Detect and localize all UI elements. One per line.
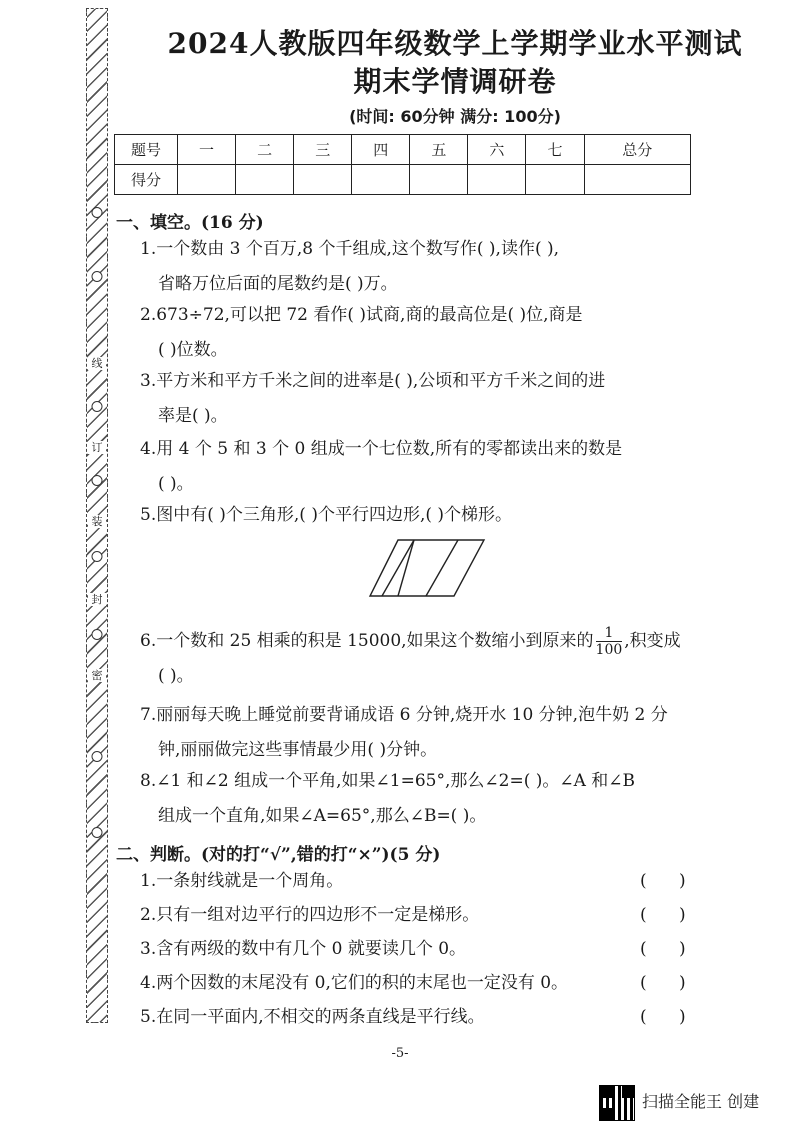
- binding-hole-icon: [92, 207, 103, 218]
- score-cell[interactable]: [468, 165, 526, 195]
- question-line: 省略万位后面的尾数约是( )万。: [158, 274, 398, 294]
- figure-segment: [426, 540, 458, 596]
- binding-hole-icon: [92, 475, 103, 486]
- score-table-column: 七: [526, 135, 584, 165]
- parallelogram-figure: [368, 538, 486, 600]
- question-line: 率是( )。: [158, 406, 228, 426]
- question-line: 4.用 4 个 5 和 3 个 0 组成一个七位数,所有的零都读出来的数是: [140, 439, 623, 459]
- binding-mark-secret: 密: [88, 669, 106, 682]
- question-line: 组成一个直角,如果∠A=65°,那么∠B=( )。: [158, 806, 487, 826]
- score-table-score-row: [115, 165, 691, 195]
- question-line: 8.∠1 和∠2 组成一个平角,如果∠1=65°,那么∠2=( )。∠A 和∠B: [140, 771, 636, 791]
- question-2: [140, 298, 700, 368]
- exam-time-info: (时间: 60分钟 满分: 100分): [349, 107, 561, 126]
- binding-hole-icon: [92, 401, 103, 412]
- score-cell[interactable]: [178, 165, 236, 195]
- binding-strip: [86, 8, 108, 1023]
- score-cell[interactable]: [352, 165, 410, 195]
- score-table-column: 总分: [584, 135, 690, 165]
- score-table-column: 五: [410, 135, 468, 165]
- question-text: ,积变成: [624, 631, 681, 651]
- figure-segment: [398, 540, 414, 596]
- question-line: 2.673÷72,可以把 72 看作( )试商,商的最高位是( )位,商是: [140, 305, 583, 325]
- answer-paren[interactable]: ( ): [640, 939, 686, 959]
- score-table: [114, 134, 691, 195]
- scanner-watermark: 扫描全能王 创建: [642, 1092, 760, 1111]
- qr-code-icon: [599, 1085, 635, 1121]
- exam-title: 2024人教版四年级数学上学期学业水平测试: [167, 27, 743, 60]
- exam-subtitle: 期末学情调研卷: [353, 65, 557, 98]
- question-line: [140, 624, 700, 659]
- question-line: ( )。: [158, 666, 194, 686]
- answer-paren[interactable]: ( ): [640, 905, 686, 925]
- answer-paren[interactable]: ( ): [640, 871, 686, 891]
- score-cell[interactable]: [526, 165, 584, 195]
- section-true-false-title: 二、判断。(对的打“√”,错的打“×”)(5 分): [116, 845, 441, 865]
- score-cell[interactable]: [410, 165, 468, 195]
- score-table-label: 得分: [115, 165, 178, 195]
- question-7: [140, 698, 700, 768]
- binding-mark-pack: 装: [88, 515, 106, 528]
- fraction-numerator: 1: [596, 625, 623, 642]
- judge-question-3: 3.含有两级的数中有几个 0 就要读几个 0。: [140, 939, 467, 959]
- judge-question-4: 4.两个因数的末尾没有 0,它们的积的末尾也一定没有 0。: [140, 973, 569, 993]
- score-table-column: 二: [236, 135, 294, 165]
- binding-hole-icon: [92, 551, 103, 562]
- judge-question-1: 1.一条射线就是一个周角。: [140, 871, 344, 891]
- fraction: [596, 625, 623, 658]
- page-number: -5-: [391, 1046, 409, 1061]
- answer-paren[interactable]: ( ): [640, 973, 686, 993]
- binding-hole-icon: [92, 629, 103, 640]
- score-table-column: 三: [294, 135, 352, 165]
- question-line: 钟,丽丽做完这些事情最少用( )分钟。: [158, 740, 438, 760]
- binding-mark-bind: 订: [88, 441, 106, 454]
- question-5: [140, 498, 700, 533]
- binding-hole-icon: [92, 827, 103, 838]
- question-4: [140, 432, 700, 502]
- score-table-column: 一: [178, 135, 236, 165]
- question-3: [140, 364, 700, 434]
- question-line: ( )。: [158, 474, 194, 494]
- score-cell[interactable]: [584, 165, 690, 195]
- question-line: 3.平方米和平方千米之间的进率是( ),公顷和平方千米之间的进: [140, 371, 606, 391]
- binding-hole-icon: [92, 751, 103, 762]
- judge-question-2: 2.只有一组对边平行的四边形不一定是梯形。: [140, 905, 480, 925]
- figure-segment: [382, 540, 414, 596]
- question-1: [140, 232, 700, 302]
- section-fill-in-title: 一、填空。(16 分): [116, 213, 264, 233]
- judge-question-5: 5.在同一平面内,不相交的两条直线是平行线。: [140, 1007, 485, 1027]
- question-text: 6.一个数和 25 相乘的积是 15000,如果这个数缩小到原来的: [140, 631, 594, 651]
- score-table-header-row: [115, 135, 691, 165]
- binding-hole-icon: [92, 271, 103, 282]
- question-6: [140, 624, 700, 694]
- question-8: [140, 764, 700, 834]
- score-table-label: 题号: [115, 135, 178, 165]
- fraction-denominator: 100: [595, 642, 623, 658]
- score-cell[interactable]: [236, 165, 294, 195]
- score-cell[interactable]: [294, 165, 352, 195]
- score-table-column: 六: [468, 135, 526, 165]
- binding-mark-line: 线: [88, 357, 106, 370]
- question-line: 5.图中有( )个三角形,( )个平行四边形,( )个梯形。: [140, 505, 513, 525]
- score-table-column: 四: [352, 135, 410, 165]
- question-line: ( )位数。: [158, 340, 228, 360]
- answer-paren[interactable]: ( ): [640, 1007, 686, 1027]
- question-line: 7.丽丽每天晚上睡觉前要背诵成语 6 分钟,烧开水 10 分钟,泡牛奶 2 分: [140, 705, 668, 725]
- question-line: 1.一个数由 3 个百万,8 个千组成,这个数写作( ),读作( ),: [140, 239, 560, 259]
- binding-mark-seal: 封: [88, 593, 106, 606]
